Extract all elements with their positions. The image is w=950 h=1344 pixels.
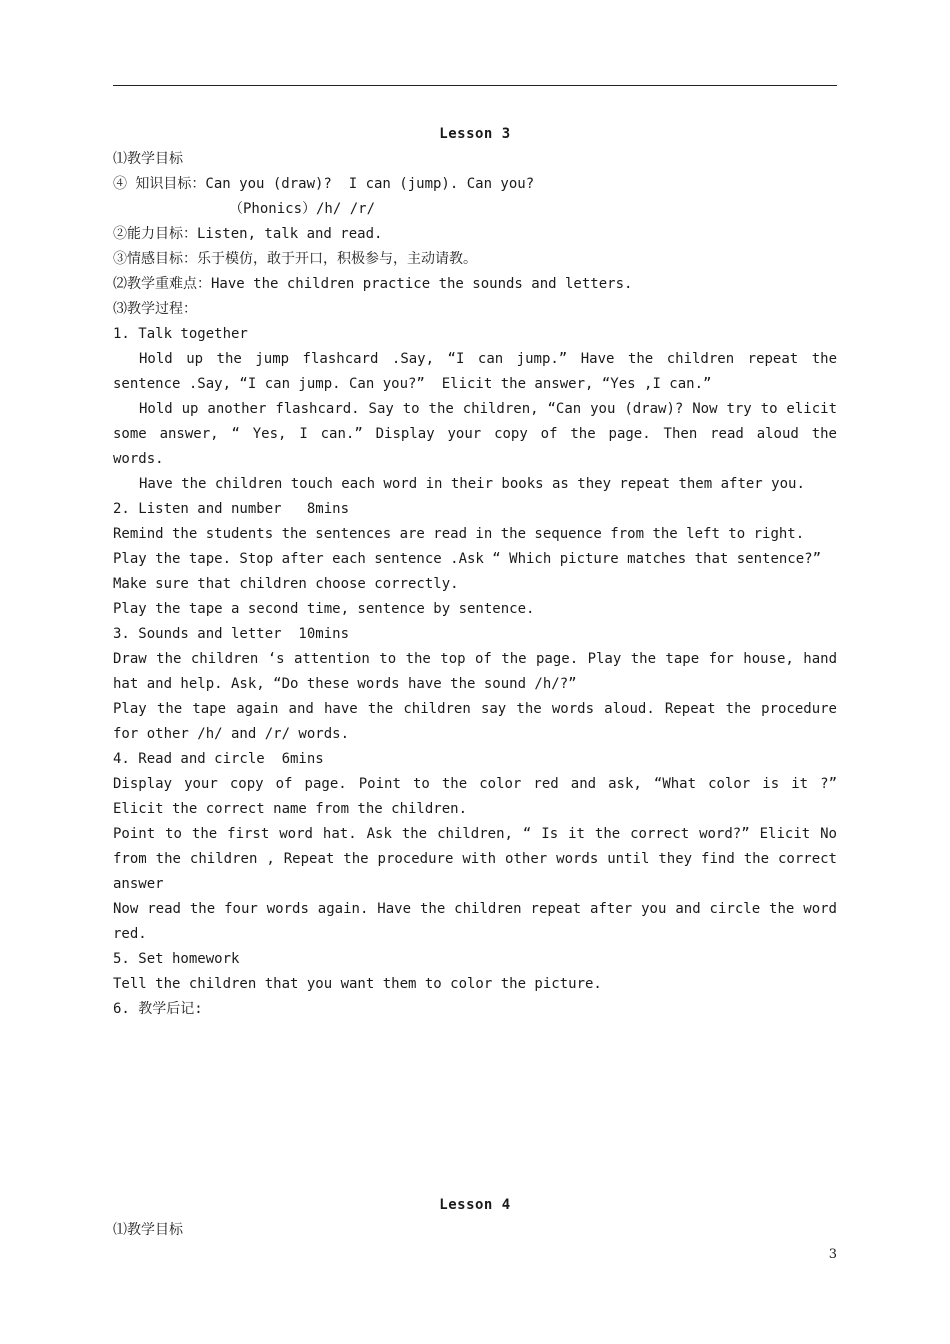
paragraph-line: hat and help. Ask, “Do these words have the sound /h/?” [113, 676, 577, 692]
teaching-process-heading: ⑶教学过程： [113, 301, 197, 317]
step-2-heading: 2. Listen and number 8mins [113, 501, 350, 517]
key-points: ⑵教学重难点：Have the children practice the sounds and letters. [113, 276, 633, 292]
paragraph-line: sentence .Say, “I can jump. Can you?” Elicit the answer, “Yes ,I can.” [113, 376, 712, 392]
paragraph-line: for other /h/ and /r/ words. [113, 726, 350, 742]
step-1-heading: 1. Talk together [113, 326, 248, 342]
emotion-objective: ③情感目标：乐于模仿，敢于开口，积极参与，主动请教。 [113, 251, 477, 267]
paragraph-line: Play the tape a second time, sentence by sentence. [113, 601, 535, 617]
paragraph-line: Elicit the correct name from the children. [113, 801, 468, 817]
paragraph-line: Hold up another flashcard. Say to the children, “Can you (draw)? Now try to elicit [139, 401, 837, 417]
lesson-3-section [113, 122, 837, 1022]
page-number: 3 [828, 1247, 837, 1262]
paragraph-line: Remind the students the sentences are read in the sequence from the left to right. [113, 526, 805, 542]
paragraph-line: answer [113, 876, 164, 892]
paragraph-line: Hold up the jump flashcard .Say, “I can jump.” Have the children repeat the [139, 351, 837, 367]
step-3-heading: 3. Sounds and letter 10mins [113, 626, 350, 642]
teaching-objectives-heading: ⑴教学目标 [113, 1222, 183, 1238]
paragraph-line: Make sure that children choose correctly. [113, 576, 459, 592]
step-5-heading: 5. Set homework [113, 951, 240, 967]
paragraph-line: Play the tape again and have the children say the words aloud. Repeat the procedure [113, 701, 837, 717]
lesson-4-title: Lesson 4 [439, 1197, 511, 1213]
paragraph-line: Tell the children that you want them to color the picture. [113, 976, 602, 992]
knowledge-objective: ④ 知识目标：Can you (draw)? I can (jump). Can you? [113, 176, 535, 192]
ability-objective: ②能力目标：Listen, talk and read. [113, 226, 383, 242]
lesson-3-title: Lesson 3 [439, 126, 511, 142]
paragraph-line: Now read the four words again. Have the children repeat after you and circle the word [113, 901, 837, 917]
paragraph-line: Play the tape. Stop after each sentence .Ask “ Which picture matches that sentence?” [113, 551, 822, 567]
step-4-heading: 4. Read and circle 6mins [113, 751, 324, 767]
paragraph-line: words. [113, 451, 164, 467]
paragraph-line: Display your copy of page. Point to the color red and ask, “What color is it ?” [113, 776, 837, 792]
paragraph-line: some answer, “ Yes, I can.” Display your copy of the page. Then read aloud the [113, 426, 837, 442]
phonics-objective: （Phonics）/h/ /r/ [229, 201, 376, 217]
paragraph-line: Have the children touch each word in their books as they repeat them after you. [139, 476, 805, 492]
paragraph-line: red. [113, 926, 147, 942]
step-6-heading: 6. 教学后记: [113, 1001, 203, 1017]
paragraph-line: from the children , Repeat the procedure with other words until they find the correct [113, 851, 837, 867]
header-rule [113, 85, 837, 86]
lesson-4-section [113, 1193, 837, 1243]
teaching-objectives-heading: ⑴教学目标 [113, 151, 183, 167]
paragraph-line: Draw the children ‘s attention to the top of the page. Play the tape for house, hand [113, 651, 837, 667]
paragraph-line: Point to the first word hat. Ask the children, “ Is it the correct word?” Elicit No [113, 826, 837, 842]
